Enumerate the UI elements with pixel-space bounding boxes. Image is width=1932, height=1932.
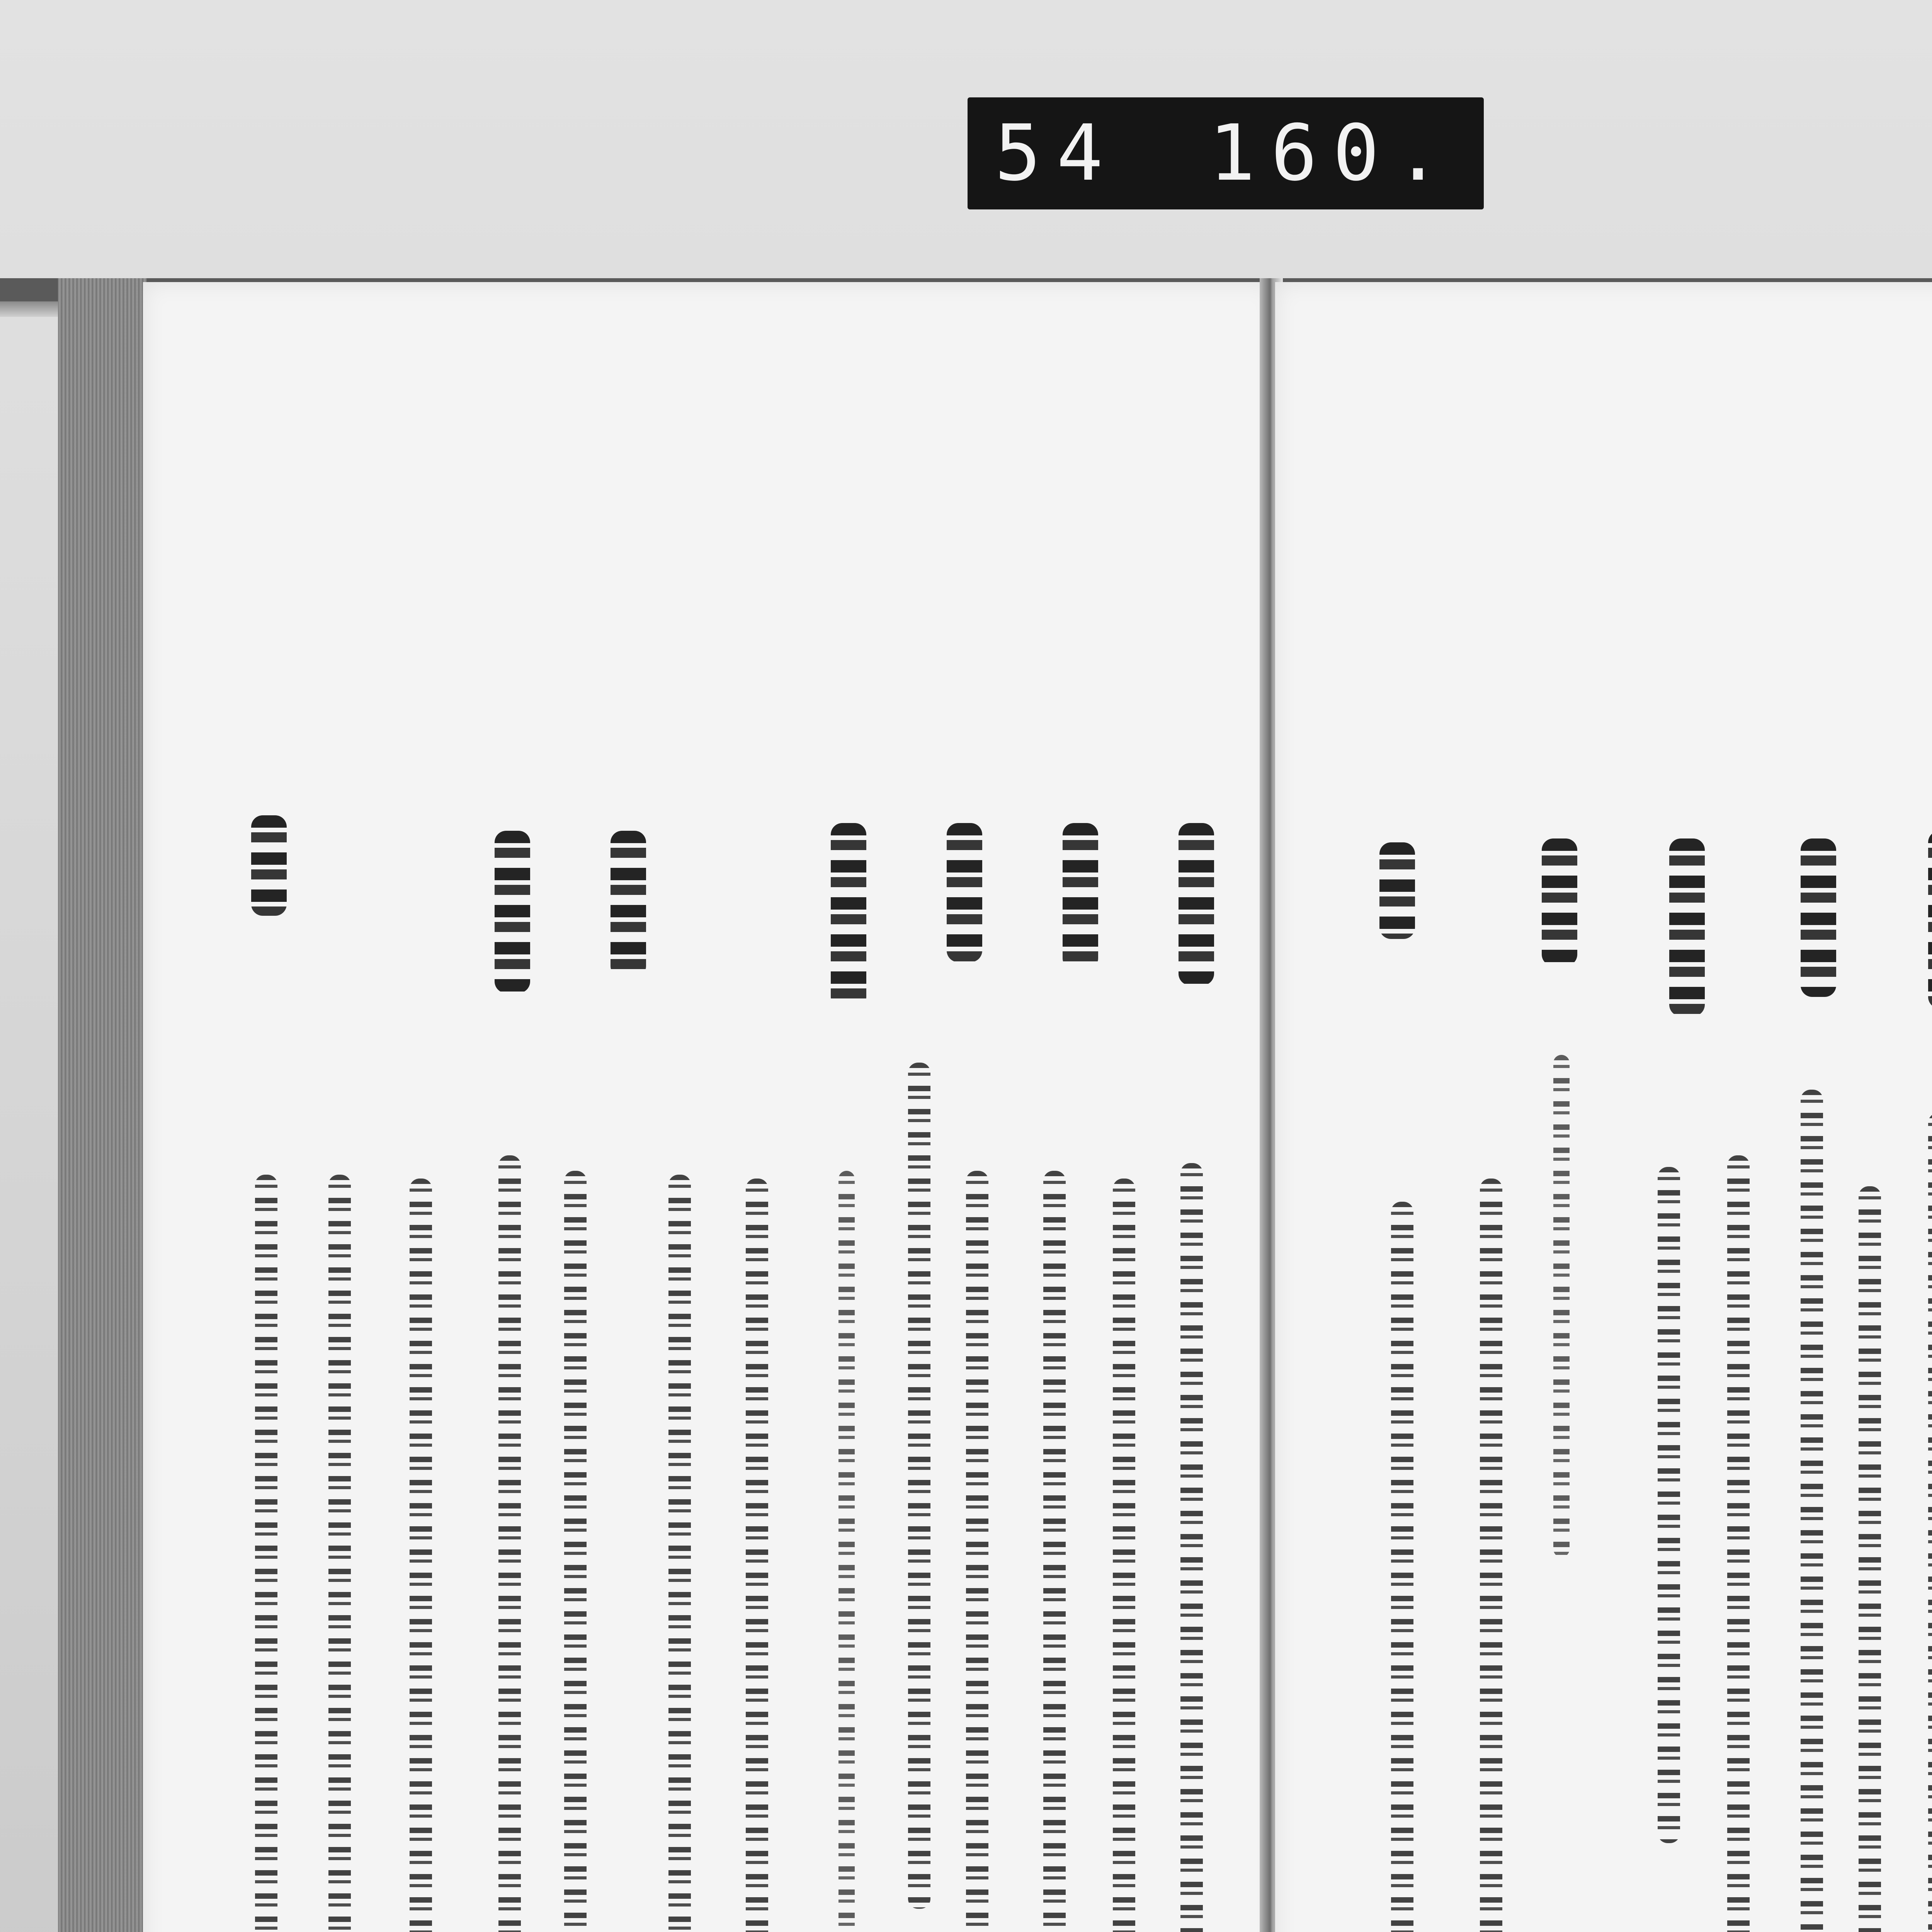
right-verse-column-11 [1480, 1179, 1502, 1932]
left-verse-column-7 [746, 1179, 768, 1932]
right-heading-7 [1379, 842, 1415, 939]
left-verse-column-4 [966, 1171, 988, 1932]
right-verse-column-5 [1928, 1113, 1932, 1932]
microfilm-number-plate [968, 97, 1484, 209]
left-heading-6 [495, 831, 530, 993]
plate-left-number: 54 [995, 108, 1119, 198]
left-verse-column-1 [1180, 1163, 1203, 1932]
right-heading-3 [1928, 831, 1932, 1009]
right-page [1275, 282, 1932, 1932]
plate-right-number: 160. [1209, 108, 1457, 198]
right-verse-column-10 [1553, 1055, 1570, 1557]
left-heading-4 [831, 823, 866, 1009]
right-verse-column-12 [1391, 1202, 1413, 1932]
right-verse-column-8 [1727, 1155, 1750, 1932]
left-verse-column-13 [255, 1175, 277, 1932]
right-verse-column-9 [1658, 1167, 1680, 1843]
left-heading-2 [1063, 823, 1098, 970]
left-heading-7 [251, 815, 287, 916]
right-verse-column-7 [1801, 1090, 1823, 1932]
right-verse-column-6 [1859, 1186, 1881, 1932]
left-heading-3 [947, 823, 982, 962]
left-verse-column-3 [1043, 1171, 1066, 1932]
open-book [58, 270, 1932, 1932]
left-verse-column-11 [410, 1179, 432, 1932]
left-verse-column-5 [908, 1063, 930, 1909]
left-verse-column-8 [668, 1175, 691, 1932]
left-verse-column-12 [328, 1175, 351, 1932]
left-page [143, 282, 1275, 1932]
right-heading-4 [1801, 838, 1836, 997]
left-verse-column-2 [1113, 1179, 1135, 1932]
left-heading-1 [1179, 823, 1214, 985]
left-verse-column-9 [564, 1171, 587, 1932]
left-verse-column-10 [498, 1155, 521, 1932]
right-heading-6 [1542, 838, 1577, 966]
right-heading-5 [1669, 838, 1705, 1016]
book-left-edge [58, 278, 147, 1932]
left-heading-5 [611, 831, 646, 978]
left-verse-column-6 [838, 1171, 855, 1932]
